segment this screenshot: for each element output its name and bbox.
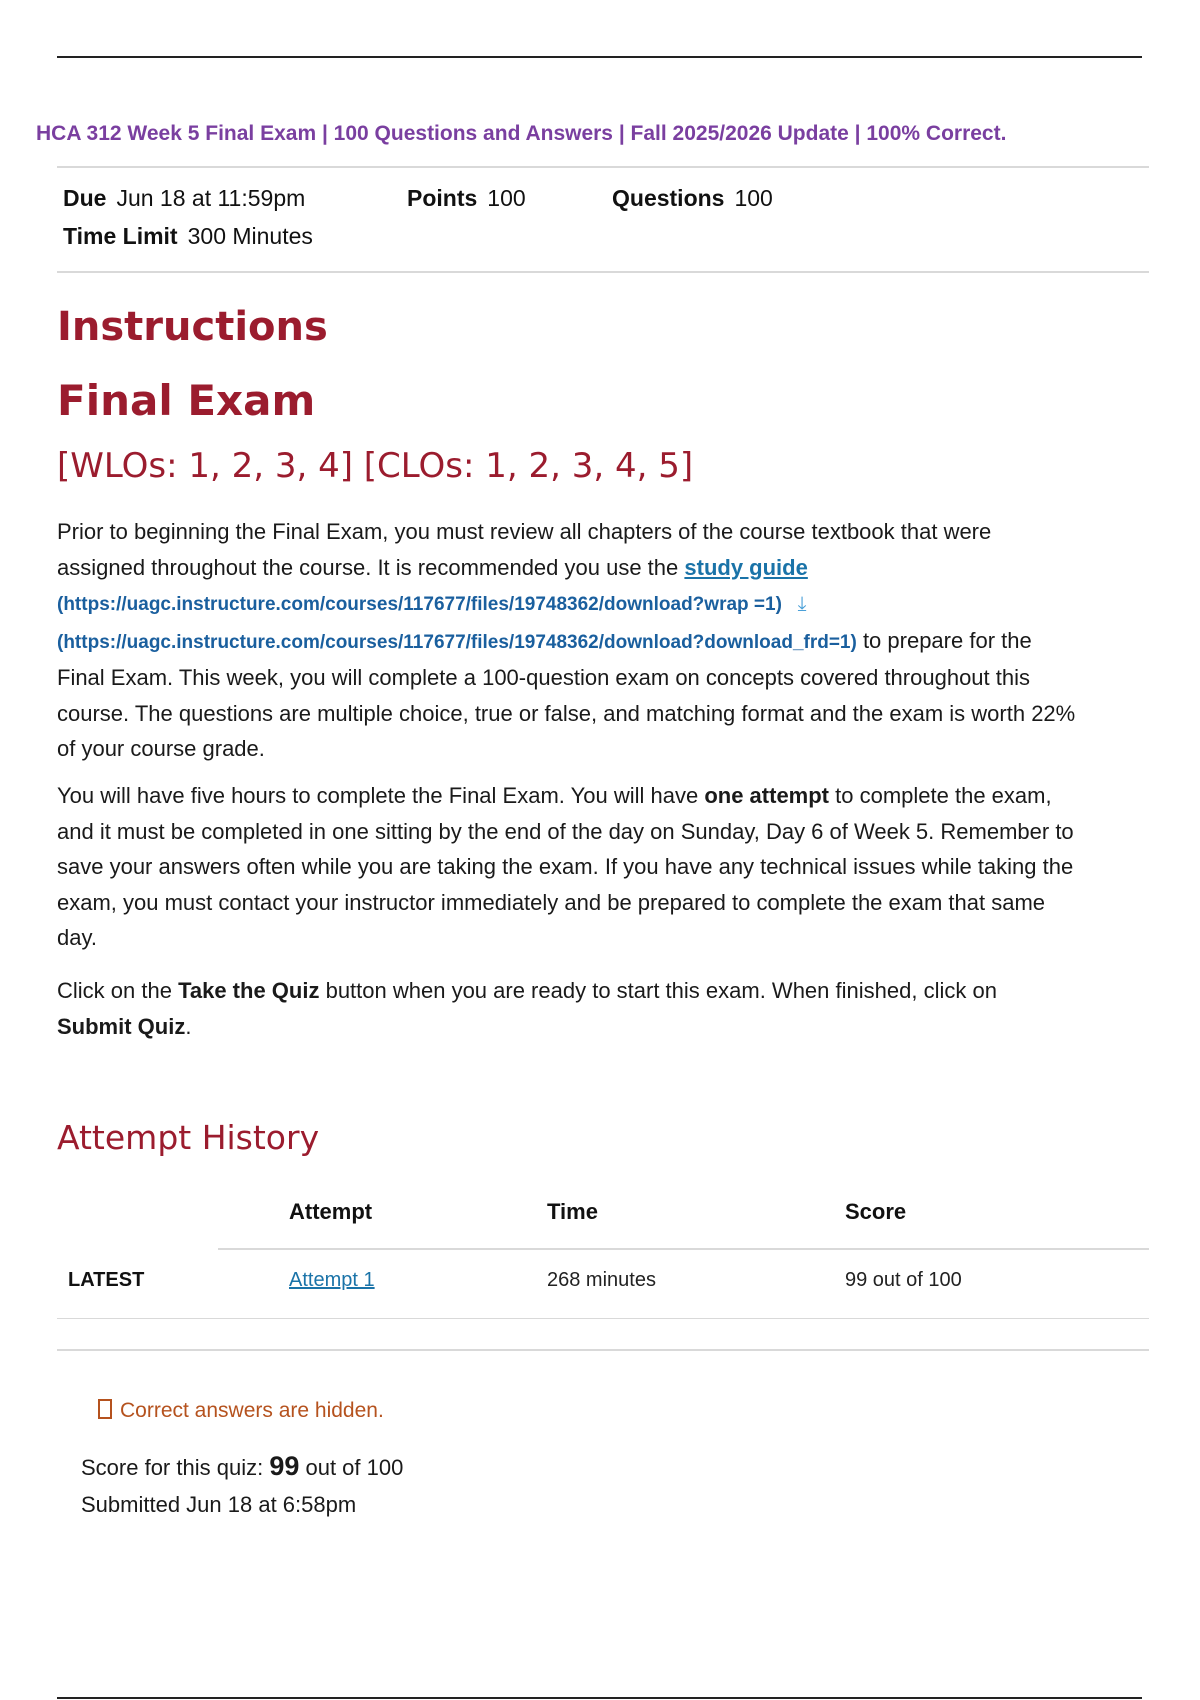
- instructions-paragraph-3: [57, 973, 1157, 1044]
- paragraph-line: Final Exam. This week, you will complete a 100-question exam on concepts covered throughout this: [57, 665, 1030, 690]
- text: You will have five hours to complete the Final Exam. You will have: [57, 783, 705, 808]
- paragraph-line: course. The questions are multiple choice, true or false, and matching format and the exam is worth 22%: [57, 700, 1076, 726]
- instructions-heading: Instructions: [57, 304, 328, 350]
- points-label: Points: [407, 185, 478, 211]
- paragraph-line: and it must be completed in one sitting by the end of the day on Sunday, Day 6 of Week 5. Remember to: [57, 818, 1074, 844]
- submitted-date: Submitted Jun 18 at 6:58pm: [81, 1492, 357, 1517]
- column-header-time: Time: [547, 1199, 598, 1224]
- paragraph-line: [57, 585, 1157, 623]
- bold-text: Take the Quiz: [178, 978, 320, 1003]
- questions-value: 100: [734, 185, 773, 211]
- due-date: [63, 185, 305, 212]
- paragraph-line: [57, 550, 1157, 586]
- attempt-history-heading: Attempt History: [57, 1118, 320, 1157]
- questions: [612, 185, 773, 212]
- time-limit: [63, 223, 313, 250]
- time-limit-value: 300 Minutes: [187, 223, 313, 249]
- exam-title: Final Exam: [57, 376, 316, 425]
- warning-icon: [98, 1399, 112, 1419]
- bold-text: Submit Quiz: [57, 1013, 186, 1039]
- due-value: Jun 18 at 11:59pm: [116, 185, 306, 211]
- text: to prepare for the: [856, 627, 1032, 653]
- download-url-link[interactable]: (https://uagc.instructure.com/courses/117677/files/19748362/download?download_frd=1): [57, 631, 857, 653]
- points-value: 100: [487, 185, 526, 211]
- score-cell: 99 out of 100: [845, 1269, 962, 1291]
- column-header-score: Score: [845, 1199, 907, 1224]
- paragraph-line: save your answers often while you are taking the exam. If you have any technical issues while taking the: [57, 854, 1074, 879]
- paragraph-line: [57, 778, 1157, 814]
- table-header-divider: [218, 1248, 1149, 1250]
- text: button when you are ready to start this exam. When finished, click on: [319, 978, 997, 1003]
- table-row-divider: [57, 1318, 1149, 1319]
- attempt-cell: [289, 1269, 375, 1292]
- column-header-attempt: Attempt: [289, 1199, 373, 1224]
- top-rule: [57, 56, 1142, 58]
- bold-text: one attempt: [704, 783, 830, 808]
- quiz-score: [81, 1451, 403, 1482]
- paragraph-line: [57, 973, 1157, 1009]
- paragraph-line: exam, you must contact your instructor immediately and be prepared to complete the exam that same: [57, 889, 1046, 915]
- study-guide-link[interactable]: study guide: [684, 554, 808, 580]
- instructions-paragraph-2: [57, 778, 1157, 956]
- score-prefix: Score for this quiz:: [81, 1455, 270, 1480]
- score-value: 99: [269, 1451, 300, 1481]
- divider: [57, 1349, 1149, 1351]
- time-cell: 268 minutes: [547, 1269, 656, 1291]
- download-icon[interactable]: ⤓: [797, 593, 807, 615]
- document-title: HCA 312 Week 5 Final Exam | 100 Questions and Answers | Fall 2025/2026 Update | 100% Correct.: [36, 122, 1007, 145]
- instructions-paragraph-1: [57, 514, 1157, 767]
- paragraph-line: [57, 623, 1157, 661]
- divider: [57, 166, 1149, 168]
- due-label: Due: [63, 185, 107, 211]
- questions-label: Questions: [612, 185, 725, 211]
- text: Click on the: [57, 978, 179, 1003]
- points: [407, 185, 526, 212]
- latest-label: LATEST: [68, 1269, 145, 1291]
- paragraph-line: day.: [57, 925, 97, 950]
- bottom-rule: [57, 1697, 1142, 1699]
- divider: [57, 271, 1149, 273]
- learning-outcomes: [WLOs: 1, 2, 3, 4] [CLOs: 1, 2, 3, 4, 5]: [57, 446, 694, 486]
- study-guide-url-link[interactable]: (https://uagc.instructure.com/courses/117677/files/19748362/download?wrap =1): [57, 594, 782, 615]
- score-suffix: out of 100: [299, 1455, 404, 1480]
- attempt-1-link[interactable]: Attempt 1: [289, 1269, 375, 1291]
- paragraph-line: [57, 1009, 1157, 1045]
- time-limit-label: Time Limit: [63, 223, 178, 249]
- text: .: [185, 1013, 192, 1039]
- paragraph-line: Prior to beginning the Final Exam, you must review all chapters of the course textbook that were: [57, 519, 992, 544]
- text: assigned throughout the course. It is recommended you use the: [57, 554, 685, 580]
- paragraph-line: of your course grade.: [57, 736, 265, 761]
- text: to complete the exam,: [829, 783, 1052, 808]
- correct-answers-notice: [98, 1399, 384, 1423]
- notice-text: Correct answers are hidden.: [120, 1399, 384, 1422]
